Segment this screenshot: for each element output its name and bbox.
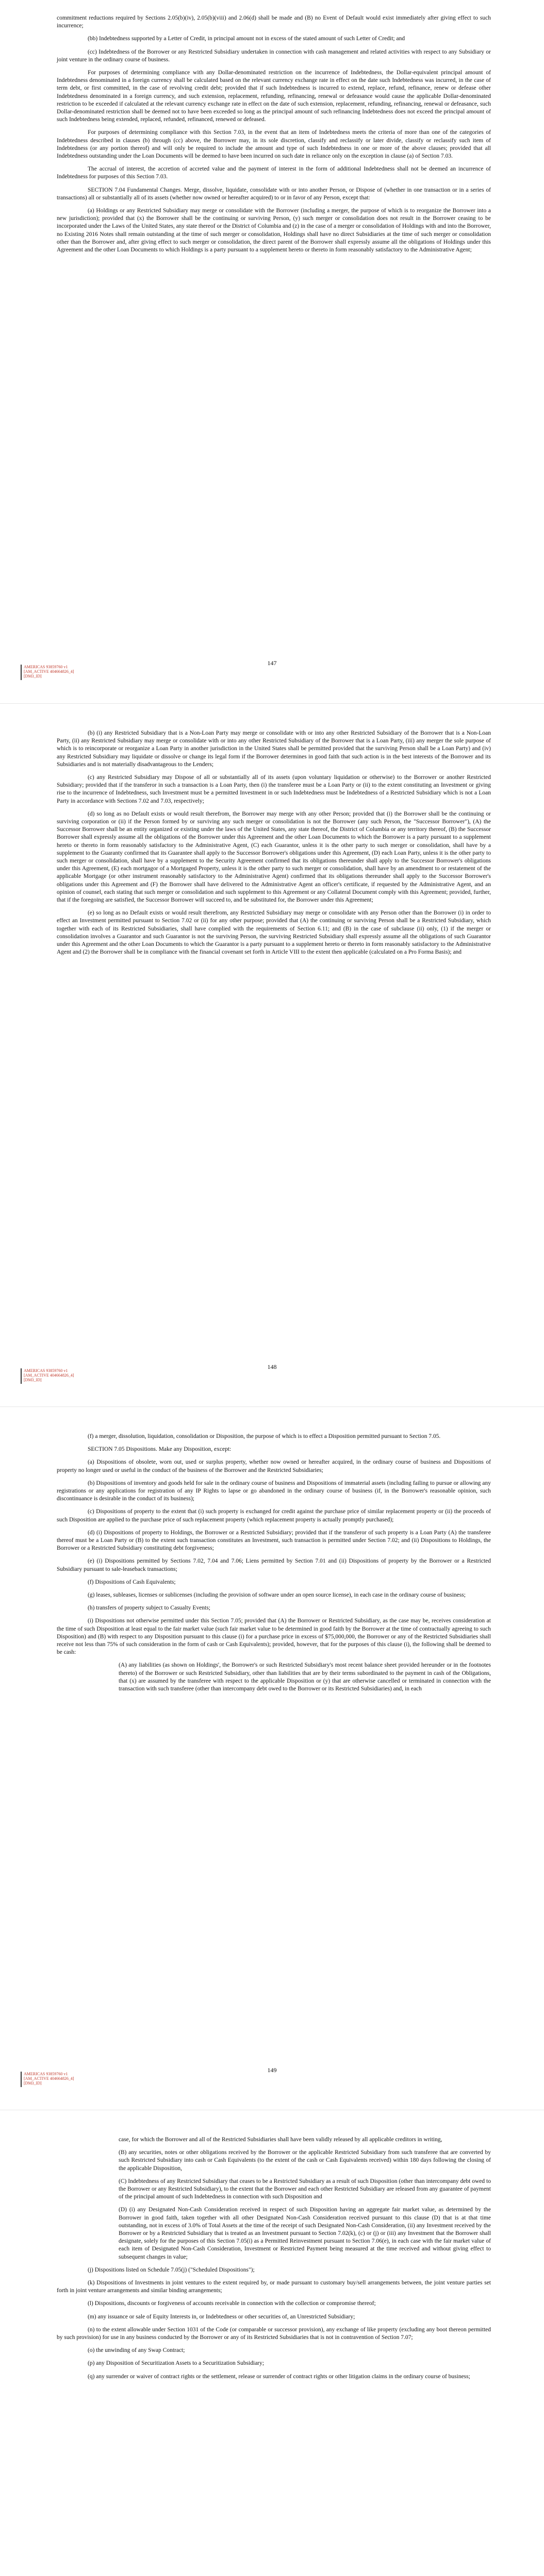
paragraph: (D) (i) any Designated Non-Cash Consideration received in respect of such Disposition having an aggregate fair market value, as determined by the Borrower in good faith, taken together with all other Designated Non-Cash Consideration received pursuant to this clause (D) that is at that time outstanding, not in excess of 3.0% of Total Assets at the time of the receipt of such Designated Non-Cash Consideration, (ii) any Investment received by the Borrower or by a Restricted Subsidiary that is treated as an Investment pursuant to Section 7.02(k), (c) or (j) or (iii) any Investment that the Borrower shall designate, solely for the purposes of this Section 7.05(i) as a Permitted Reinvestment pursuant to Section 7.06(e), in each case with the fair market value of each item of Designated Non-Cash Consideration, Investment or Restricted Payment being measured at the time received and without giving effect to subsequent changes in value; [119,2207,491,2260]
paragraph: (f) a merger, dissolution, liquidation, consolidation or Disposition, the purpose of which is to effect a Disposition permitted pursuant to Section 7.05. [88,1433,441,1439]
page-147-body [57,14,491,259]
paragraph: (n) to the extent allowable under Section 1031 of the Code (or comparable or successor provision), any exchange of like property (excluding any boot thereon permitted by such provision) for use in any business conducted by the Borrower or any of its Restricted Subsidiaries that is not in contravention of Section 7.07; [57,2326,491,2341]
paragraph: (m) any issuance or sale of Equity Interests in, or Indebtedness or other securities of, an Unrestricted Subsidiary; [88,2313,355,2320]
paragraph: (cc) Indebtedness of the Borrower or any Restricted Subsidiary undertaken in connection with cash management and related activities with respect to any Subsidiary or joint venture in the ordinary course of business. [57,48,491,63]
paragraph: For purposes of determining compliance with any Dollar-denominated restriction on the incurrence of Indebtedness, the Dollar-equivalent principal amount of Indebtedness denominated in a foreign currency shall be calculated based on the relevant currency exchange rate in effect on the date such Indebtedness was incurred, in the case of term debt, or first committed, in the case of revolving credit debt; provided that if such Indebtedness is incurred to extend, replace, refund, refinance, renew or defease other Indebtedness denominated in a foreign currency, and such extension, replacement, refunding, refinancing, renewal or defeasance would cause the applicable Dollar-denominated restriction to be exceeded if calculated at the relevant currency exchange rate in effect on the date of such extension, replacement, refunding, refinancing, renewal or defeasance, such Dollar-denominated restriction shall be deemed not to have been exceeded so long as the principal amount of such refinancing Indebtedness does not exceed the principal amount of such Indebtedness being extended, replaced, refunded, refinanced, renewed or defeased. [57,70,491,123]
footer-line: [DM3_ID] [24,2081,42,2086]
paragraph: (q) any surrender or waiver of contract rights or the settlement, release or surrender of contract rights or other litigation claims in the ordinary course of business; [88,2373,470,2380]
paragraph: (b) (i) any Restricted Subsidiary that is a Non-Loan Party may merge or consolidate with or into any other Restricted Subsidiary of the Borrower that is a Non-Loan Party, (ii) any Restricted Subsidiary may merge or consolidate with or into any other Restricted Subsidiary of the Borrower that is a Loan Party, (iii) any merger the sole purpose of which is to reincorporate or reorganize a Loan Party in another jurisdiction in the United States shall be permitted provided that the surviving Person shall be a Loan Party) and (iv) any Restricted Subsidiary may liquidate or dissolve or change its legal form if the Borrower determines in good faith that such action is in the best interests of the Borrower and its Subsidiaries and is not materially disadvantageous to the Lenders; [57,730,491,768]
paragraph: (l) Dispositions, discounts or forgiveness of accounts receivable in connection with the collection or compromise thereof; [88,2300,376,2307]
paragraph: (c) any Restricted Subsidiary may Dispose of all or substantially all of its assets (upon voluntary liquidation or otherwise) to the Borrower or another Restricted Subsidiary; provided that if the transferor in such a transaction is a Loan Party, then (i) the transferee must be a Loan Party or (ii) to the extent constituting an Investment or giving rise to the incurrence of Indebtedness, such Investment must be a permitted Investment in or such Indebtedness must be Indebtedness of a Restricted Subsidiary which is not a Loan Party in accordance with Sections 7.02 and 7.03, respectively; [57,774,491,804]
footer-line: AMERICAS 93859760 v1 [24,1368,68,1373]
paragraph: (g) leases, subleases, licenses or sublicenses (including the provision of software under an open source license), in each case in the ordinary course of business; [88,1592,466,1599]
paragraph: (j) Dispositions listed on Schedule 7.05(j) ("Scheduled Dispositions"); [88,2266,255,2273]
paragraph: (d) so long as no Default exists or would result therefrom, the Borrower may merge with any other Person; provided that (i) the Borrower shall be the continuing or surviving corporation or (ii) if the Person formed by or surviving any such merger or consolidation is not the Borrower (any such Person, the "Successor Borrower"), (A) the Successor Borrower shall be an entity organized or existing under the laws of the United States, any state thereof, the District of Columbia or any territory thereof, (B) the Successor Borrower shall expressly assume all the obligations of the Borrower under this Agreement and the other Loan Documents to which the Borrower is a party pursuant to a supplement hereto or thereto in form reasonably satisfactory to the Administrative Agent, (C) each Guarantor, unless it is the other party to such merger or consolidation, shall have by a supplement to the Guaranty confirmed that its Guarantee shall apply to the Successor Borrower's obligations under this Agreement, (D) each Loan Party, unless it is the other party to such merger or consolidation, shall have by a supplement to the Security Agreement confirmed that its obligations thereunder shall apply to the Successor Borrower's obligations under this Agreement, (E) each mortgagor of a Mortgaged Property, unless it is the other party to such merger or consolidation, shall have by an amendment to or restatement of the applicable Mortgage (or other instrument reasonably satisfactory to the Administrative Agent) confirmed that its obligations thereunder shall apply to the Successor Borrower's obligations under this Agreement and (F) the Borrower shall have delivered to the Administrative Agent an officer's certificate, if requested by the Administrative Agent, and an opinion of counsel, each stating that such merger or consolidation and such supplement to this Agreement or any Collateral Document comply with this Agreement; provided, further, that if the foregoing are satisfied, the Successor Borrower will succeed to, and be substituted for, the Borrower under this Agreement; [57,810,491,904]
paragraph: (f) Dispositions of Cash Equivalents; [88,1579,176,1585]
page-149 [0,1407,544,2110]
page-150-body [57,2136,491,2386]
paragraph: (a) Dispositions of obsolete, worn out, used or surplus property, whether now owned or hereafter acquired, in the ordinary course of business and Dispositions of property no longer used or useful in the conduct of the business of the Borrower and the Restricted Subsidiaries; [57,1459,491,1473]
paragraph: (i) Dispositions not otherwise permitted under this Section 7.05; provided that (A) the Borrower or Restricted Subsidiary, as the case may be, receives consideration at the time of such Disposition at least equal to the fair market value (such fair market value to be determined in good faith by the Borrower at the time of contractually agreeing to such Disposition) and (B) with respect to any Disposition pursuant to this clause (i) for a purchase price in excess of $75,000,000, the Borrower or any of the Restricted Subsidiaries shall receive not less than 75% of such consideration in the form of cash or Cash Equivalents); provided, however, that for the purposes of this clause (i), the following shall be deemed to be cash: [57,1618,491,1656]
page-147 [0,0,544,703]
paragraph: (e) so long as no Default exists or would result therefrom, any Restricted Subsidiary may merge or consolidate with any Person other than the Borrower (i) in order to effect an Investment permitted pursuant to Section 7.02 or (ii) for any other purpose; provided that (A) the continuing or surviving Person shall be a Restricted Subsidiary, which together with each of its Restricted Subsidiaries, shall have complied with the requirements of Section 6.11; and (B) in the case of subclause (ii) only, (1) if the merger or consolidation involves a Guarantor and such Guarantor is not the surviving Person, the surviving Restricted Subsidiary shall expressly assume all the obligations of such Guarantor under this Agreement and the other Loan Documents to which the Guarantor is a party pursuant to a supplement hereto or thereto in form reasonably satisfactory to the Administrative Agent and (2) the Borrower shall be in compliance with the financial covenant set forth in Article VIII to the extent then applicable (calculated on a Pro Forma Basis); and [57,910,491,956]
paragraph: (a) Holdings or any Restricted Subsidiary may merge or consolidate with the Borrower (including a merger, the purpose of which is to reorganize the Borrower into a new jurisdiction); provided that (x) the Borrower shall be the continuing or surviving Person, (y) such merger or consolidation does not result in the Borrower ceasing to be incorporated under the Laws of the United States, any state thereof or the District of Columbia and (z) in the case of a merger or consolidation of Holdings with and into the Borrower, no Existing 2016 Notes shall remain outstanding at the time of such merger or consolidation, Holdings shall have no direct Subsidiaries at the time of such merger or consolidation other than the Borrower and, after giving effect to such merger or consolidation, the direct parent of the Borrower shall expressly assume all the obligations of Holdings under this Agreement and the other Loan Documents to which Holdings is a party pursuant to a supplement hereto or thereto in form reasonably satisfactory to the Administrative Agent; [57,208,491,253]
page-number: 147 [267,659,277,667]
page-148-body [57,730,491,961]
section-heading-paragraph: SECTION 7.04 Fundamental Changes. Merge, dissolve, liquidate, consolidate with or into another Person, or Dispose of (whether in one transaction or in a series of transactions) all or substantially all of its assets (whether now owned or hereafter acquired) to or in favor of any Person, except that: [57,187,491,201]
paragraph: The accrual of interest, the accretion of accreted value and the payment of interest in the form of additional Indebtedness shall not be deemed an incurrence of Indebtedness for purposes of this Section 7.03. [57,166,491,180]
footer-line: [AM_ACTIVE 404664826_4] [24,2076,74,2081]
section-heading-paragraph: SECTION 7.05 Dispositions. Make any Disposition, except: [88,1446,232,1453]
paragraph: (e) (i) Dispositions permitted by Sections 7.02, 7.04 and 7.06; Liens permitted by Section 7.01 and (ii) Dispositions of property by the Borrower or a Restricted Subsidiary pursuant to sale-leaseback transactions; [57,1558,491,1572]
paragraph: (k) Dispositions of Investments in joint ventures to the extent required by, or made pursuant to customary buy/sell arrangements between, the joint venture parties set forth in joint venture arrangements and similar binding arrangements; [57,2280,491,2294]
page-149-body [57,1433,491,1698]
footer-line: [DM3_ID] [24,674,42,679]
footer-line: [DM3_ID] [24,1378,42,1382]
paragraph: (c) Dispositions of property to the extent that (i) such property is exchanged for credit against the purchase price of similar replacement property or (ii) the proceeds of such Disposition are applied to the purchase price of such replacement property (which replacement property is actually promptly purchased); [57,1509,491,1523]
page-150 [0,2110,544,2576]
paragraph: (o) the unwinding of any Swap Contract; [88,2347,185,2354]
paragraph: (p) any Disposition of Securitization Assets to a Securitization Subsidiary; [88,2360,265,2367]
page-number: 149 [267,2066,277,2074]
paragraph: (A) any liabilities (as shown on Holdings', the Borrower's or such Restricted Subsidiary's most recent balance sheet provided hereunder or in the footnotes thereto) of the Borrower or such Restricted Subsidiary, other than liabilities that are by their terms subordinated to the payment in cash of the Obligations, that (x) are assumed by the transferee with respect to the applicable Disposition or (y) that are otherwise cancelled or terminated in connection with the transaction with such transferee (other than intercompany debt owed to the Borrower or its Restricted Subsidiaries) and, in each [119,1662,491,1692]
paragraph: (bb) Indebtedness supported by a Letter of Credit, in principal amount not in excess of the stated amount of such Letter of Credit; and [88,36,405,42]
paragraph: commitment reductions required by Sections 2.05(b)(iv), 2.05(b)(viii) and 2.06(d) shall be made and (B) no Event of Default would exist immediately after giving effect to such incurrence; [57,15,491,29]
paragraph: (d) (i) Dispositions of property to Holdings, the Borrower or a Restricted Subsidiary; provided that if the transferor of such property is a Loan Party (A) the transferee thereof must be a Loan Party or (B) to the extent such transaction constitutes an Investment, such transaction is permitted under Section 7.02; and (ii) Dispositions to Holdings, the Borrower or a Restricted Subsidiary constituting debt forgiveness; [57,1529,491,1552]
footer-line: [AM_ACTIVE 404664826_4] [24,669,74,674]
footer-line: [AM_ACTIVE 404664826_4] [24,1373,74,1378]
paragraph: (b) Dispositions of inventory and goods held for sale in the ordinary course of business and Dispositions of immaterial assets (including failing to pursue or allowing any registrations or any applications for registration of any IP Rights to lapse or go abandoned in the ordinary course of business (if, in the Borrower's reasonable opinion, such discontinuance is desirable in the conduct of its business); [57,1480,491,1502]
footer-line: AMERICAS 93859760 v1 [24,2072,68,2076]
paragraph: (C) Indebtedness of any Restricted Subsidiary that ceases to be a Restricted Subsidiary as a result of such Disposition (other than intercompany debt owed to the Borrower or any Restricted Subsidiary), to the extent that the Borrower and each other Restricted Subsidiary are released from any guarantee of payment of the principal amount of such Indebtedness in connection with such Disposition and [119,2178,491,2200]
footer-line: AMERICAS 93859760 v1 [24,665,68,669]
paragraph: (B) any securities, notes or other obligations received by the Borrower or the applicable Restricted Subsidiary from such transferee that are converted by such Restricted Subsidiary into cash or Cash Equivalents (to the extent of the cash or Cash Equivalents received) within 180 days following the closing of the applicable Disposition, [119,2149,491,2172]
page-number: 148 [267,1363,277,1370]
page-148 [0,704,544,1406]
paragraph: For purposes of determining compliance with this Section 7.03, in the event that an item of Indebtedness meets the criteria of more than one of the categories of Indebtedness described in clauses (b) through (cc) above, the Borrower may, in its sole discretion, classify and reclassify or later divide, classify or reclassify such item of Indebtedness (or any portion thereof) and will only be required to include the amount and type of such Indebtedness in one or more of the above clauses; provided that all Indebtedness outstanding under the Loan Documents will be deemed to have been incurred on such date in reliance only on the exception in clause (a) of Section 7.03. [57,129,491,160]
paragraph: case, for which the Borrower and all of the Restricted Subsidiaries shall have been validly released by all applicable creditors in writing, [119,2137,442,2143]
paragraph: (h) transfers of property subject to Casualty Events; [88,1605,210,1612]
